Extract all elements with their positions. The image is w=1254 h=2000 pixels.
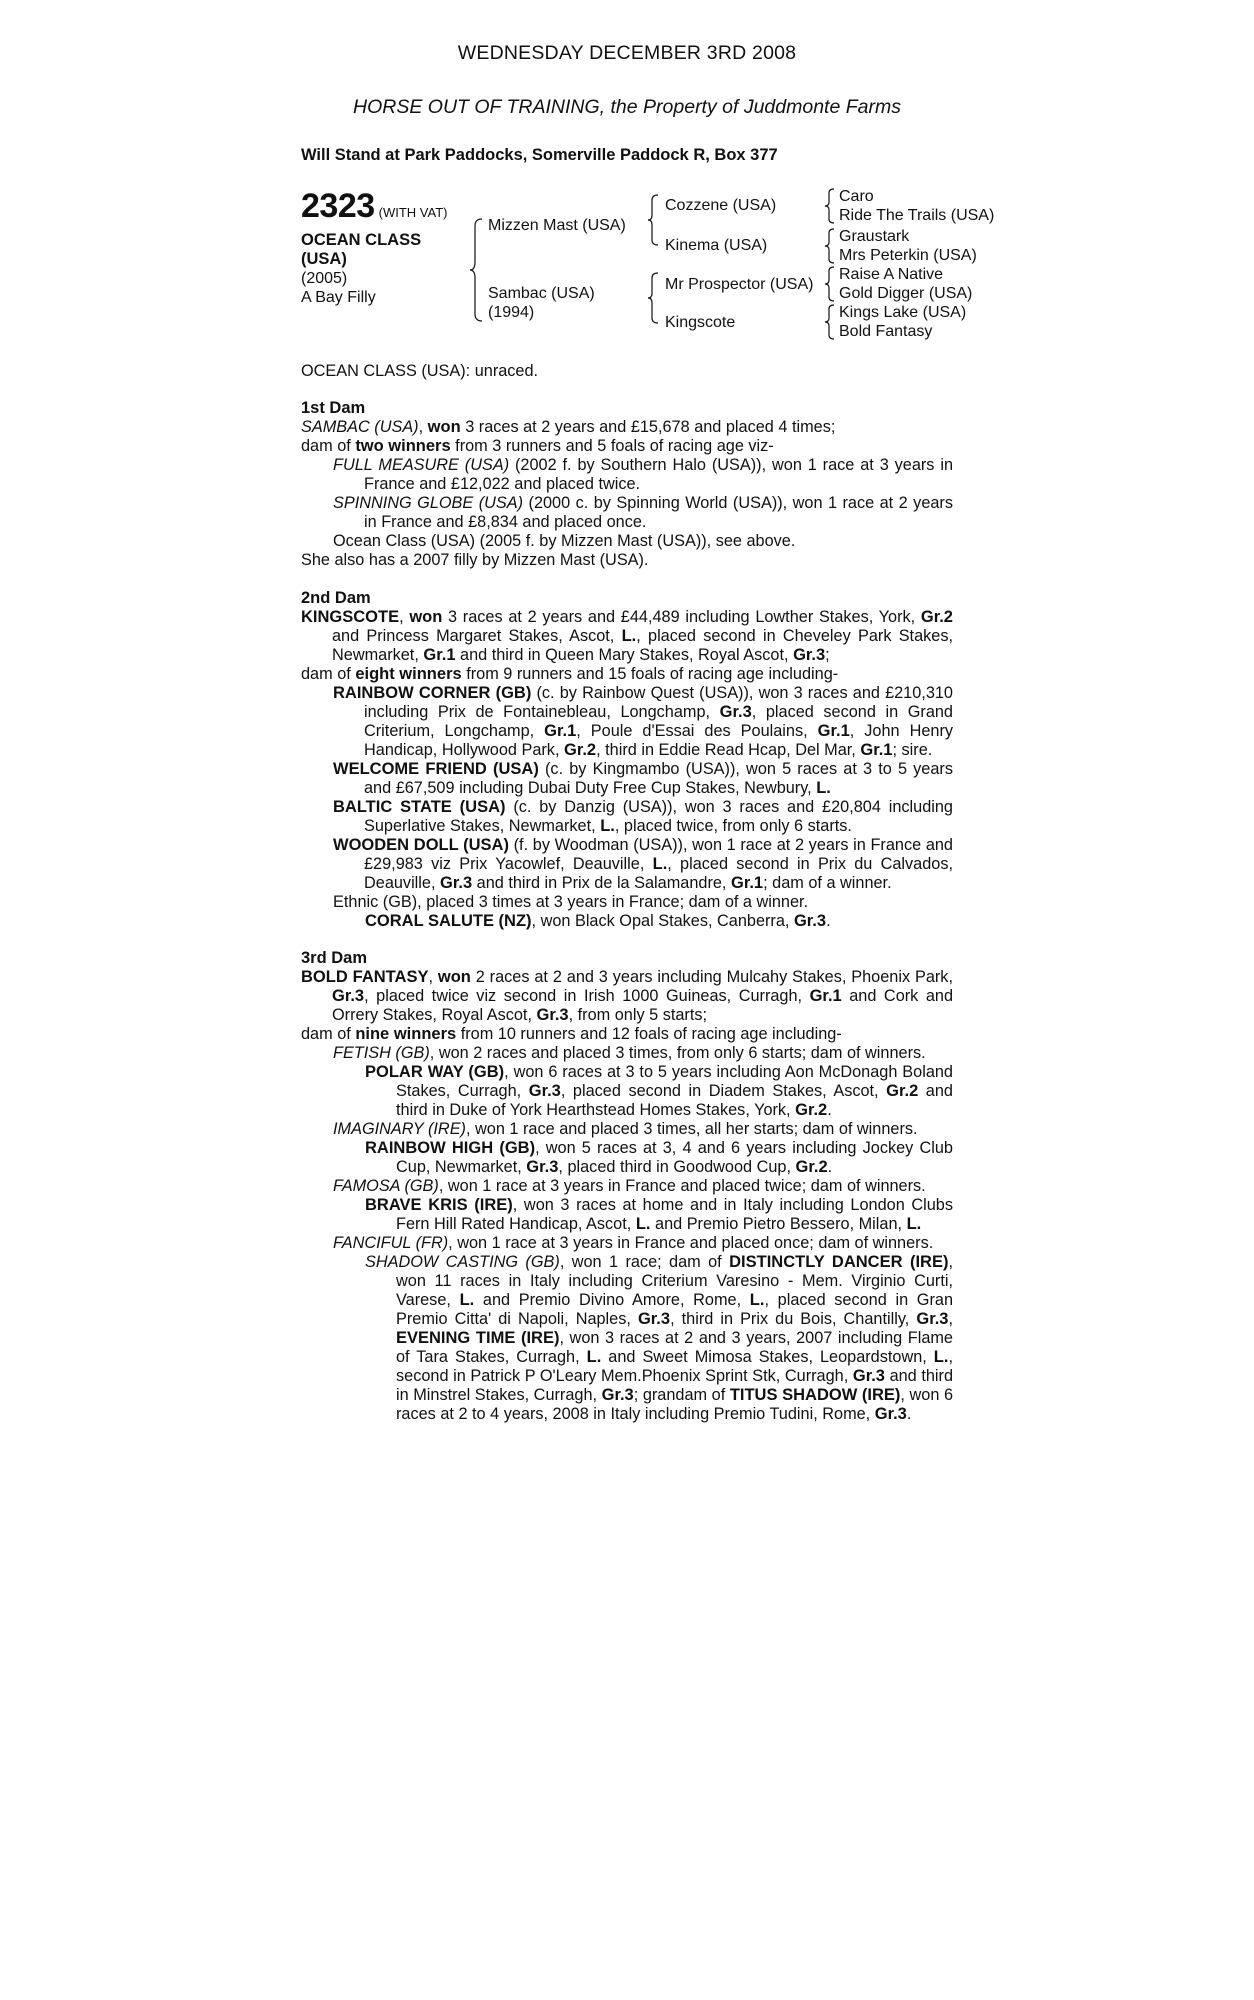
horse-year: (2005) [301, 270, 348, 287]
produce-entry: Ocean Class (USA) (2005 f. by Mizzen Mast (USA)), see above. [333, 532, 796, 550]
produce-note: She also has a 2007 filly by Mizzen Mast (USA). [301, 551, 649, 569]
bracket-gen3-3 [825, 266, 835, 302]
bracket-gen3-4 [825, 304, 835, 340]
sale-subtitle: HORSE OUT OF TRAINING, the Property of Juddmonte Farms [353, 96, 901, 118]
produce-entry: Ethnic (GB), placed 3 times at 3 years in France; dam of a winner. [333, 893, 809, 911]
third-dam-produce: dam of nine winners from 10 runners and 12 foals of racing age including- [301, 1025, 842, 1043]
sale-date: WEDNESDAY DECEMBER 3RD 2008 [457, 42, 797, 64]
dam-year: (1994) [488, 304, 535, 321]
horse-name: OCEAN CLASS [301, 231, 422, 249]
second-dam-section [301, 589, 953, 931]
produce-entry: IMAGINARY (IRE), won 1 race and placed 3 times, all her starts; dam of winners. [333, 1120, 918, 1138]
produce-entry: RAINBOW HIGH (GB), won 5 races at 3, 4 and 6 years including Jockey Club Cup, Newmarket, Gr.3, placed third in Goodwood Cup, Gr.2. [365, 1139, 953, 1176]
dam-name: Sambac (USA) [488, 285, 595, 302]
first-dam-section [301, 399, 953, 570]
first-dam-heading: 1st Dam [301, 399, 366, 417]
ggs-3: Graustark [839, 228, 910, 245]
horse-origin: (USA) [301, 250, 347, 268]
lot-number-line [301, 188, 476, 231]
produce-entry: CORAL SALUTE (NZ), won Black Opal Stakes, Canberra, Gr.3. [365, 912, 831, 930]
sire-dam: Kinema (USA) [665, 237, 768, 254]
third-dam-heading: 3rd Dam [301, 949, 368, 967]
produce-entry: WELCOME FRIEND (USA) (c. by Kingmambo (USA)), won 5 races at 3 to 5 years and £67,509 including Dubai Duty Free Cup Stakes, Newbury, L. [333, 760, 953, 797]
dam-sire: Mr Prospector (USA) [665, 276, 814, 293]
dam-dam: Kingscote [665, 314, 736, 331]
sire-name: Mizzen Mast (USA) [488, 217, 626, 234]
ggs-6: Gold Digger (USA) [839, 285, 973, 302]
lot-number: 2323 [301, 187, 375, 225]
ggs-2: Ride The Trails (USA) [839, 207, 995, 224]
second-dam-produce: dam of eight winners from 9 runners and 15 foals of racing age including- [301, 665, 839, 683]
first-dam-produce: dam of two winners from 3 runners and 5 foals of racing age viz- [301, 437, 774, 455]
second-dam-record: KINGSCOTE, won 3 races at 2 years and £44,489 including Lowther Stakes, York, Gr.2 and Princess Margaret Stakes, Ascot, L., placed second in Cheveley Park Stakes, Newmarket, Gr.1 and third in Queen Mary Stakes, Royal Ascot, Gr.3; [301, 608, 953, 664]
produce-entry: FANCIFUL (FR), won 1 race at 3 years in France and placed once; dam of winners. [333, 1234, 934, 1252]
produce-entry: RAINBOW CORNER (GB) (c. by Rainbow Quest (USA)), won 3 races and £210,310 including Prix de Fontainebleau, Longchamp, Gr.3, placed second in Grand Criterium, Longchamp, Gr.1, Poule d'Essai des Poulains, Gr.1, John Henry Handicap, Hollywood Park, Gr.2, third in Eddie Read Hcap, Del Mar, Gr.1; sire. [333, 684, 953, 759]
ggs-8: Bold Fantasy [839, 323, 933, 340]
produce-entry: FETISH (GB), won 2 races and placed 3 times, from only 6 starts; dam of winners. [333, 1044, 926, 1062]
pedigree-block [301, 187, 995, 348]
produce-entry: BALTIC STATE (USA) (c. by Danzig (USA)), won 3 races and £20,804 including Superlative Stakes, Newmarket, L., placed twice, from only 6 starts. [333, 798, 953, 835]
bracket-gen3-1 [825, 188, 835, 224]
produce-entry: BRAVE KRIS (IRE), won 3 races at home and in Italy including London Clubs Fern Hill Rated Handicap, Ascot, L. and Premio Pietro Bessero, Milan, L. [365, 1196, 953, 1233]
bracket-gen3-2 [825, 228, 835, 264]
lot-info [301, 188, 476, 307]
bracket-gen2-dam [648, 272, 660, 324]
produce-entry: WOODEN DOLL (USA) (f. by Woodman (USA)), won 1 race at 2 years in France and £29,983 viz Prix Yacowlef, Deauville, L., placed second in Prix du Calvados, Deauville, Gr.3 and third in Prix de la Salamandre, Gr.1; dam of a winner. [333, 836, 953, 892]
horse-description: A Bay Filly [301, 289, 376, 306]
produce-entry: POLAR WAY (GB), won 6 races at 3 to 5 years including Aon McDonagh Boland Stakes, Curragh, Gr.3, placed second in Diadem Stakes, Ascot, Gr.2 and third in Duke of York Hearthstead Homes Stakes, York, Gr.2. [365, 1063, 953, 1119]
third-dam-section [301, 949, 953, 1424]
bracket-gen2-sire [648, 194, 660, 246]
first-dam-record: SAMBAC (USA), won 3 races at 2 years and £15,678 and placed 4 times; [301, 418, 836, 436]
bracket-gen1 [470, 218, 484, 322]
sire-sire: Cozzene (USA) [665, 197, 777, 214]
ggs-1: Caro [839, 188, 874, 205]
ggs-5: Raise A Native [839, 266, 944, 283]
vat-note: (WITH VAT) [378, 205, 448, 220]
produce-entry: SPINNING GLOBE (USA) (2000 c. by Spinning World (USA)), won 1 race at 2 years in France and £8,834 and placed once. [333, 494, 953, 531]
stand-location: Will Stand at Park Paddocks, Somerville Paddock R, Box 377 [301, 146, 778, 164]
ggs-7: Kings Lake (USA) [839, 304, 967, 321]
produce-entry: FAMOSA (GB), won 1 race at 3 years in France and placed twice; dam of winners. [333, 1177, 926, 1195]
second-dam-heading: 2nd Dam [301, 589, 371, 607]
race-record: OCEAN CLASS (USA): unraced. [301, 362, 539, 380]
produce-entry: FULL MEASURE (USA) (2002 f. by Southern Halo (USA)), won 1 race at 3 years in France and £12,022 and placed twice. [333, 456, 953, 493]
produce-entry: SHADOW CASTING (GB), won 1 race; dam of DISTINCTLY DANCER (IRE), won 11 races in Italy including Criterium Varesino - Mem. Virginio Curti, Varese, L. and Premio Divino Amore, Rome, L., placed second in Gran Premio Citta' di Napoli, Naples, Gr.3, third in Prix du Bois, Chantilly, Gr.3, EVENING TIME (IRE), won 3 races at 2 and 3 years, 2007 including Flame of Tara Stakes, Curragh, L. and Sweet Mimosa Stakes, Leopardstown, L., second in Patrick P O'Leary Mem.Phoenix Sprint Stk, Curragh, Gr.3 and third in Minstrel Stakes, Curragh, Gr.3; grandam of TITUS SHADOW (IRE), won 6 races at 2 to 4 years, 2008 in Italy including Premio Tudini, Rome, Gr.3. [365, 1253, 954, 1423]
third-dam-record: BOLD FANTASY, won 2 races at 2 and 3 years including Mulcahy Stakes, Phoenix Park, Gr.3, placed twice viz second in Irish 1000 Guineas, Curragh, Gr.1 and Cork and Orrery Stakes, Royal Ascot, Gr.3, from only 5 starts; [301, 968, 954, 1024]
ggs-4: Mrs Peterkin (USA) [839, 247, 977, 264]
